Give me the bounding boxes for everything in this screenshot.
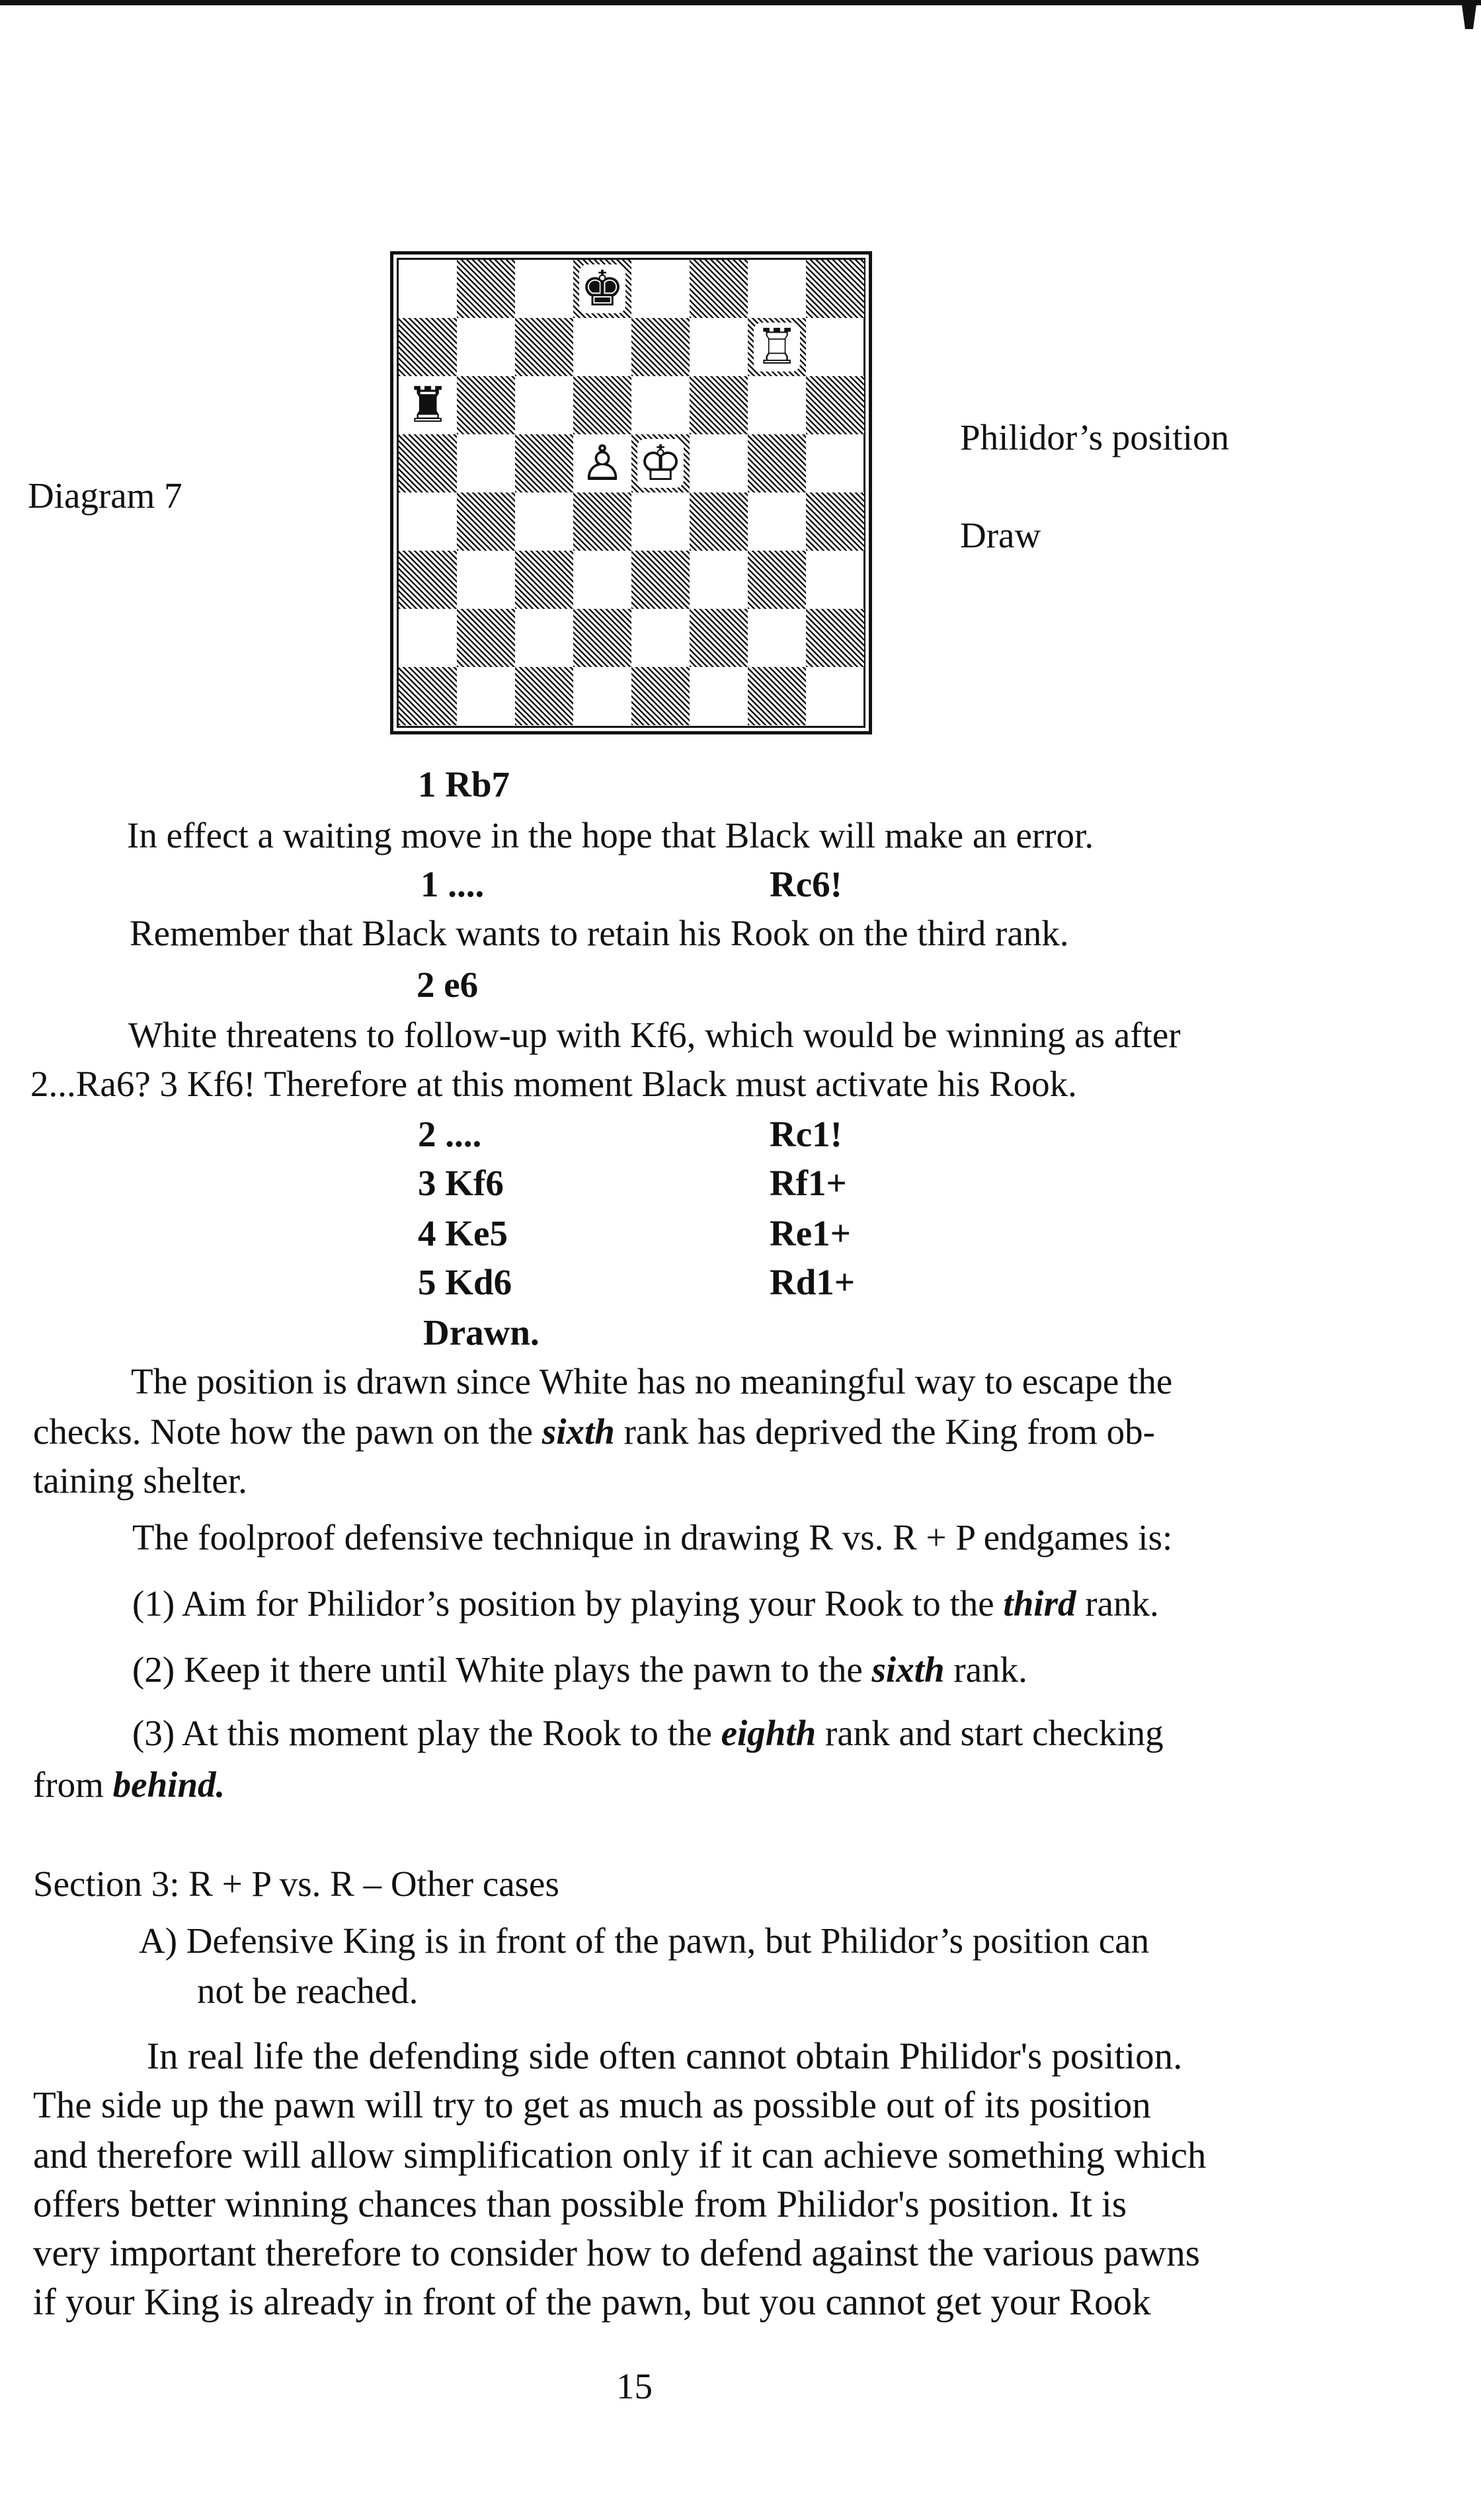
square-h2 (806, 609, 864, 667)
square-b2 (457, 609, 515, 667)
subsection-a-line-2: not be reached. (197, 1971, 419, 2011)
square-g5 (748, 434, 806, 492)
page-number: 15 (616, 2366, 653, 2406)
square-b6 (457, 376, 515, 434)
square-g6 (748, 376, 806, 434)
square-d2 (573, 609, 631, 667)
para-1-line-2: checks. Note how the pawn on the sixth rank has deprived the King from ob- (33, 1411, 1155, 1452)
move-2-black: Rc1! (770, 1114, 842, 1154)
square-g4 (748, 492, 806, 551)
square-c8 (515, 260, 573, 318)
square-g8 (748, 260, 806, 318)
square-d7 (573, 318, 631, 376)
square-e6 (631, 376, 690, 434)
square-f3 (690, 551, 748, 609)
square-a4 (399, 492, 457, 551)
note-3-line-1: White threatens to follow-up with Kf6, which would be winning as after (128, 1015, 1181, 1055)
square-c4 (515, 492, 573, 551)
square-g2 (748, 609, 806, 667)
step-3-line-1: (3) At this moment play the Rook to the eighth rank and start checking (132, 1713, 1164, 1753)
move-1-white: 1 Rb7 (418, 764, 510, 805)
square-a1 (399, 667, 457, 725)
square-a3 (399, 551, 457, 609)
para-2: The foolproof defensive technique in drawing R vs. R + P endgames is: (132, 1517, 1173, 1557)
move-4-white: 4 Ke5 (418, 1213, 508, 1253)
para-3-line-3: and therefore will allow simplification only if it can achieve something which (33, 2135, 1207, 2176)
square-c2 (515, 609, 573, 667)
square-b1 (457, 667, 515, 725)
move-1-black-number: 1 .... (420, 864, 485, 904)
note-1: In effect a waiting move in the hope that Black will make an error. (127, 815, 1094, 855)
square-h7 (806, 318, 864, 376)
square-c1 (515, 667, 573, 725)
chess-board (397, 258, 865, 728)
para-3-line-1: In real life the defending side often cannot obtain Philidor's position. (147, 2035, 1183, 2077)
step-3-line-2: from behind. (33, 1764, 225, 1805)
square-b7 (457, 318, 515, 376)
move-2-white: 2 e6 (417, 965, 479, 1005)
note-2: Remember that Black wants to retain his Rook on the third rank. (130, 913, 1069, 953)
square-a5 (399, 434, 457, 492)
square-h5 (806, 434, 864, 492)
note-3-line-2: 2...Ra6? 3 Kf6! Therefore at this moment Black must activate his Rook. (30, 1064, 1077, 1104)
square-f5 (690, 434, 748, 492)
square-f7 (690, 318, 748, 376)
square-e8 (631, 260, 690, 318)
square-h6 (806, 376, 864, 434)
para-3-line-4: offers better winning chances than possible from Philidor's position. It is (33, 2184, 1127, 2225)
white-rook-icon: ♖ (754, 319, 799, 375)
square-g3 (748, 551, 806, 609)
square-a7 (399, 318, 457, 376)
scan-top-border (0, 0, 1481, 5)
move-4-black: Re1+ (770, 1213, 851, 1253)
square-c6 (515, 376, 573, 434)
square-e3 (631, 551, 690, 609)
square-b5 (457, 434, 515, 492)
square-e1 (631, 667, 690, 725)
step-1: (1) Aim for Philidor’s position by playing your Rook to the third rank. (132, 1583, 1159, 1624)
square-f4 (690, 492, 748, 551)
square-f2 (690, 609, 748, 667)
subsection-a-line-1: A) Defensive King is in front of the pawn, but Philidor’s position can (139, 1920, 1150, 1961)
step-2: (2) Keep it there until White plays the pawn to the sixth rank. (132, 1649, 1027, 1690)
black-rook-icon: ♜ (405, 377, 450, 434)
diagram-caption-title: Philidor’s position (960, 417, 1229, 457)
square-e2 (631, 609, 690, 667)
diagram-caption-result: Draw (960, 515, 1041, 555)
section-heading: Section 3: R + P vs. R – Other cases (33, 1864, 559, 1904)
move-1-black: Rc6! (770, 864, 842, 904)
square-h8 (806, 260, 864, 318)
square-c3 (515, 551, 573, 609)
square-h3 (806, 551, 864, 609)
square-d6 (573, 376, 631, 434)
move-5-white: 5 Kd6 (418, 1262, 512, 1302)
black-king-icon: ♚ (580, 260, 625, 317)
para-1-line-1: The position is drawn since White has no meaningful way to escape the (131, 1361, 1173, 1401)
white-pawn-icon: ♙ (580, 435, 625, 492)
move-5-black: Rd1+ (770, 1262, 856, 1302)
square-f6 (690, 376, 748, 434)
para-1-line-3: taining shelter. (33, 1460, 247, 1501)
scan-corner-mark (1461, 0, 1477, 29)
para-3-line-5: very important therefore to consider how to defend against the various pawns (33, 2232, 1200, 2274)
move-2-black-number: 2 .... (418, 1114, 482, 1154)
square-f8 (690, 260, 748, 318)
square-b8 (457, 260, 515, 318)
square-b3 (457, 551, 515, 609)
diagram-label: Diagram 7 (28, 475, 182, 516)
square-d4 (573, 492, 631, 551)
square-e4 (631, 492, 690, 551)
square-d3 (573, 551, 631, 609)
square-g1 (748, 667, 806, 725)
square-d1 (573, 667, 631, 725)
square-h1 (806, 667, 864, 725)
white-king-icon: ♔ (638, 435, 683, 492)
square-a8 (399, 260, 457, 318)
square-e7 (631, 318, 690, 376)
square-c7 (515, 318, 573, 376)
square-h4 (806, 492, 864, 551)
square-a2 (399, 609, 457, 667)
para-3-line-2: The side up the pawn will try to get as much as possible out of its position (33, 2084, 1151, 2126)
move-3-white: 3 Kf6 (418, 1163, 504, 1203)
square-c5 (515, 434, 573, 492)
move-3-black: Rf1+ (770, 1163, 847, 1203)
para-3-line-6: if your King is already in front of the pawn, but you cannot get your Rook (33, 2281, 1151, 2323)
square-f1 (690, 667, 748, 725)
game-result: Drawn. (423, 1312, 540, 1353)
square-b4 (457, 492, 515, 551)
